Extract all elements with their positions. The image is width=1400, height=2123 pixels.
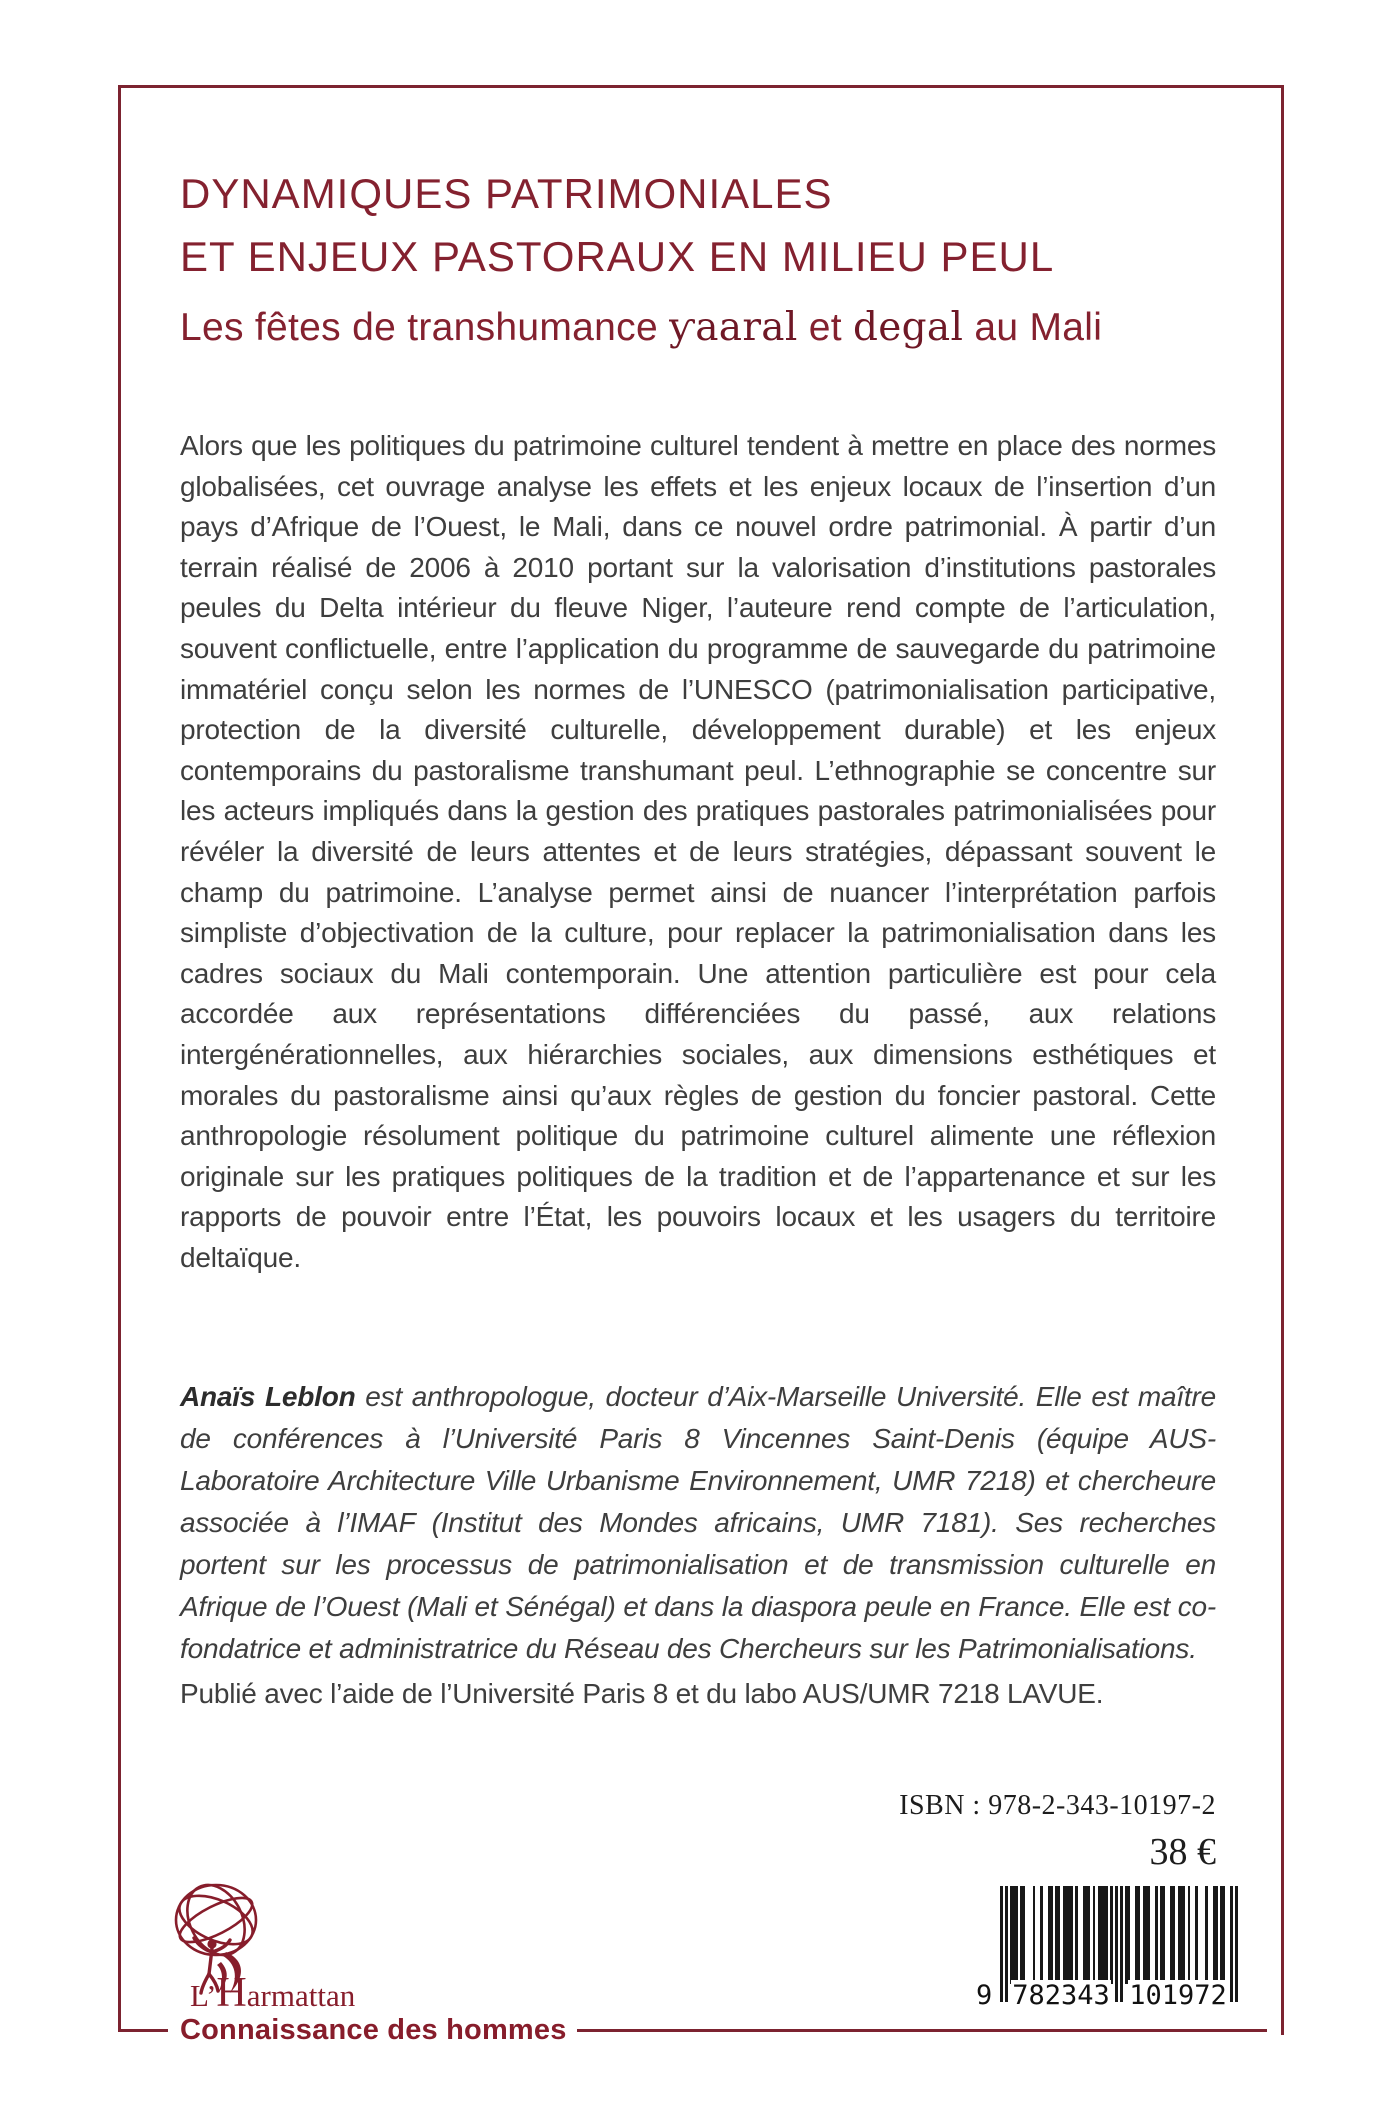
subtitle-term-degal: degal [853, 305, 964, 350]
barcode-digits-right: 101972 [1129, 1980, 1227, 2011]
isbn-price-block [899, 1790, 1216, 1874]
imprint-initial: H [216, 1970, 247, 2016]
collection-right-rule [577, 2029, 1267, 2032]
barcode-digit-system: 9 [976, 1980, 993, 2011]
imprint-rest: armattan [246, 1978, 356, 2013]
price-label: 38 € [1149, 1831, 1216, 1873]
author-name: Anaïs Leblon [180, 1381, 356, 1412]
book-subtitle [180, 302, 1225, 354]
author-bio-paragraph [180, 1376, 1216, 1670]
synopsis-paragraph: Alors que les politiques du patrimoine culturel tendent à mettre en place des normes globalisées, cet ouvrage analyse les effets et les enjeux locaux de l’insertion d’un pays d’Afrique de l’Ouest, le Mali, dans ce nouvel ordre patrimonial. À partir d’un terrain réalisé de 2006 à 2010 portant sur la valorisation d’institutions pastorales peules du Delta intérieur du fleuve Niger, l’auteure rend compte de l’articulation, souvent conflictuelle, entre l’application du programme de sauvegarde du patrimoine immatériel conçu selon les normes de l’UNESCO (patrimonialisation participative, protection de la diversité culturelle, développement durable) et les enjeux contemporains du pastoralisme transhumant peul. L’ethnographie se concentre sur les acteurs impliqués dans la gestion des pratiques pastorales patrimonialisées pour révéler la diversité de leurs attentes et de leurs stratégies, dépassant souvent le champ du patrimoine. L’analyse permet ainsi de nuancer l’interprétation parfois simpliste d’objectivation de la culture, pour replacer la patrimonialisation dans les cadres sociaux du Mali contemporain. Une attention particulière est pour cela accordée aux représentations différenciées du passé, aux relations intergénérationnelles, aux hiérarchies sociales, aux dimensions esthétiques et morales du pastoralisme ainsi qu’aux règles de gestion du foncier pastoral. Cette anthropologie résolument politique du patrimoine culturel alimente une réflexion originale sur les pratiques politiques de la tradition et de l’appartenance et sur les rapports de pouvoir entre l’État, les pouvoirs locaux et les usagers du territoire deltaïque. [180, 430, 1216, 1273]
collection-left-stub-rule [118, 2029, 168, 2032]
book-title-line-2: ET ENJEUX PASTORAUX EN MILIEU PEUL [180, 233, 1055, 280]
subtitle-term-yaaral: ƴaaral [669, 305, 798, 350]
barcode-digits-left: 782343 [1012, 1980, 1110, 2011]
frame-left-rule [118, 85, 121, 2032]
title-block [180, 162, 1225, 354]
subtitle-pre: Les fêtes de transhumance [180, 306, 670, 349]
subtitle-post: au Mali [963, 306, 1103, 349]
publication-note: Publié avec l’aide de l’Université Paris 8 et du labo AUS/UMR 7218 LAVUE. [180, 1678, 1104, 1709]
frame-right-rule [1281, 85, 1284, 2035]
collection-row [118, 2011, 1267, 2049]
imprint-prefix: L’ [190, 1978, 217, 2013]
ean13-barcode [976, 1886, 1238, 2020]
collection-name: Connaissance des hommes [180, 2013, 567, 2046]
publisher-imprint [190, 1970, 356, 2016]
frame-top-rule [118, 85, 1284, 88]
isbn-label: ISBN : 978-2-343-10197-2 [899, 1790, 1216, 1821]
book-title-line-1: DYNAMIQUES PATRIMONIALES [180, 170, 833, 217]
subtitle-mid: et [797, 306, 854, 349]
author-bio-text: est anthropologue, docteur d’Aix-Marseille Université. Elle est maître de conférences à l’Université Paris 8 Vincennes Saint-Denis (équipe AUS-Laboratoire Architecture Ville Urbanisme Environnement, UMR 7218) et chercheure associée à l’IMAF (Institut des Mondes africains, UMR 7181). Ses recherches portent sur les processus de patrimonialisation et de transmission culturelle en Afrique de l’Ouest (Mali et Sénégal) et dans la diaspora peule en France. Elle est co-fondatrice et administratrice du Réseau des Chercheurs sur les Patrimonialisations. [180, 1381, 1216, 1664]
